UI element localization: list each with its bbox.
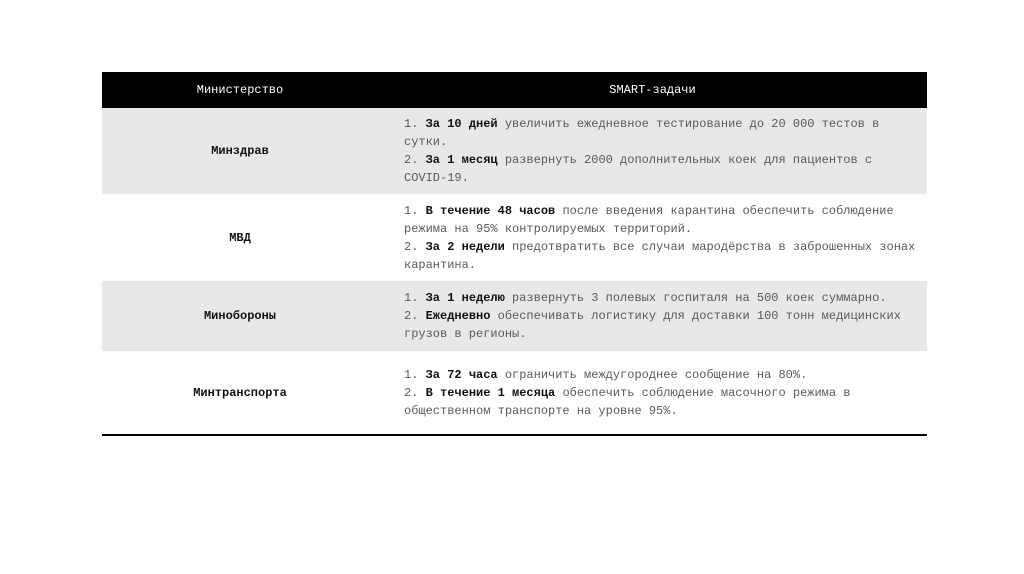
task-item (404, 307, 921, 343)
task-deadline: За 1 неделю (425, 291, 505, 305)
tasks-cell (378, 194, 927, 281)
task-number: 1. (404, 203, 419, 218)
table-row (102, 108, 927, 194)
task-number: 2. (404, 239, 419, 254)
ministry-name: Минздрав (102, 108, 378, 194)
task-deadline: За 1 месяц (425, 153, 498, 167)
task-text: обеспечивать логистику для доставки 100 тонн медицинских грузов в регионы. (404, 309, 901, 341)
task-deadline: В течение 1 месяца (425, 385, 556, 400)
task-text: предотвратить все случаи мародёрства в заброшенных зонах карантина. (404, 239, 916, 272)
task-number: 1. (404, 117, 419, 131)
task-text: после введения карантина обеспечить соблюдение режима на 95% контролируемых территорий. (404, 203, 894, 236)
task-item (404, 289, 921, 307)
task-item (404, 384, 921, 420)
task-item (404, 366, 921, 384)
smart-tasks-table (102, 72, 927, 436)
task-number: 2. (404, 153, 419, 167)
task-item (404, 151, 921, 187)
tasks-cell (378, 281, 927, 351)
ministry-name: МВД (102, 194, 378, 281)
task-deadline: За 2 недели (425, 239, 505, 254)
task-deadline: За 10 дней (425, 117, 498, 131)
task-number: 1. (404, 367, 419, 382)
table-row (102, 194, 927, 281)
task-deadline: В течение 48 часов (425, 203, 556, 218)
table-row (102, 351, 927, 435)
task-item (404, 115, 921, 151)
task-text: обеспечить соблюдение масочного режима в общественном транспорте на уровне 95%. (404, 385, 851, 418)
task-number: 1. (404, 291, 419, 305)
task-text: увеличить ежедневное тестирование до 20 000 тестов в сутки. (404, 117, 880, 149)
table-row (102, 281, 927, 351)
task-text: развернуть 2000 дополнительных коек для пациентов с COVID-19. (404, 153, 873, 185)
task-number: 2. (404, 385, 419, 400)
tasks-cell (378, 108, 927, 194)
task-text: развернуть 3 полевых госпиталя на 500 коек суммарно. (512, 291, 887, 305)
task-deadline: За 72 часа (425, 367, 498, 382)
task-deadline: Ежедневно (425, 309, 491, 323)
ministry-name: Минобороны (102, 281, 378, 351)
task-item (404, 238, 921, 274)
header-ministry: Министерство (102, 72, 378, 108)
ministry-name: Минтранспорта (102, 351, 378, 435)
task-item (404, 202, 921, 238)
task-number: 2. (404, 309, 419, 323)
header-smart-tasks: SMART-задачи (378, 72, 927, 108)
task-text: ограничить междугороднее сообщение на 80%. (504, 367, 808, 382)
table-header-row (102, 72, 927, 108)
tasks-cell (378, 351, 927, 435)
